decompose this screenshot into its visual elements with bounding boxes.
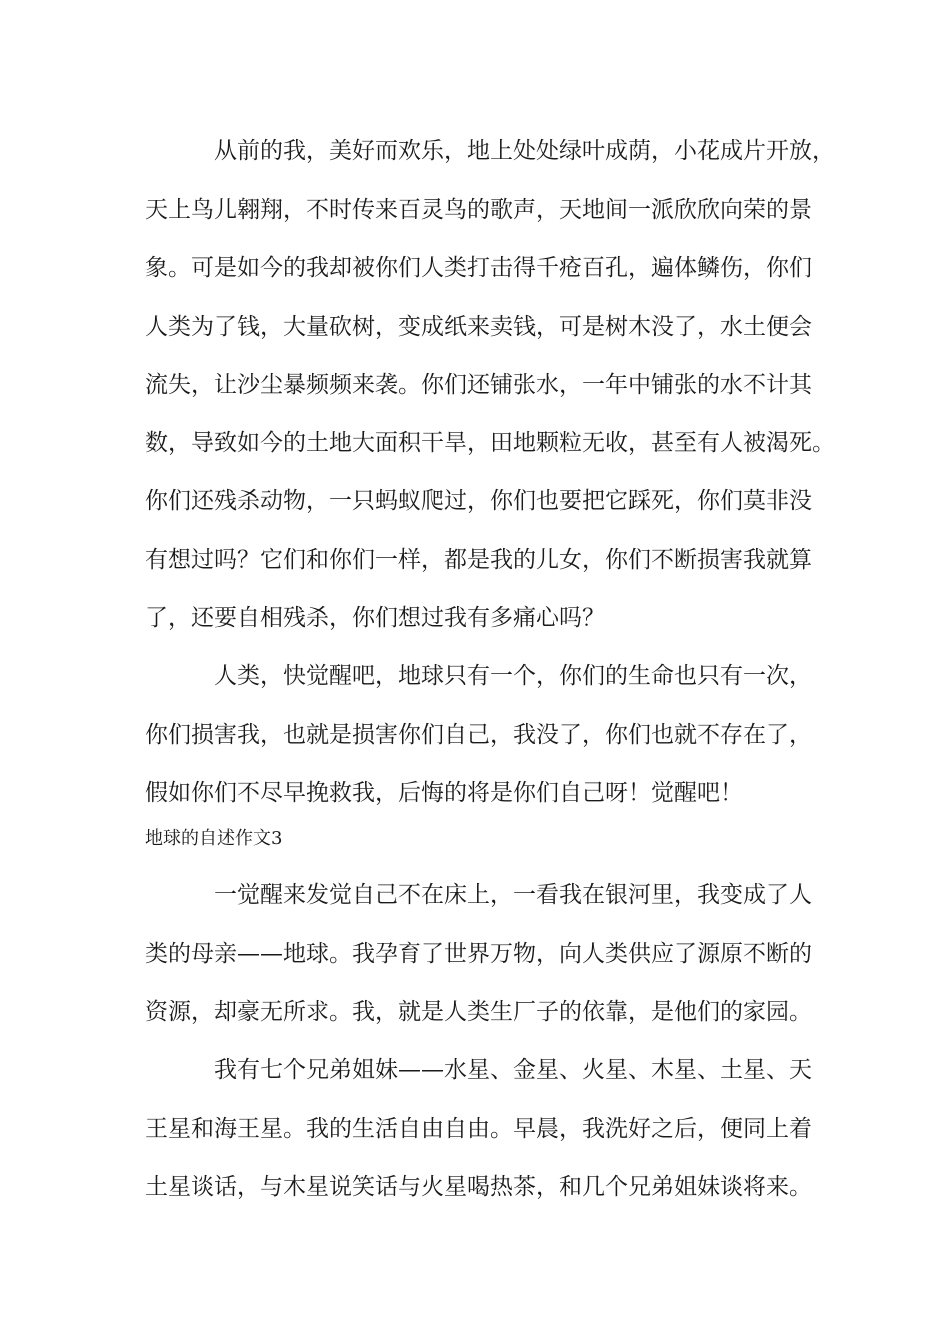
paragraph-1-line-6: 数，导致如今的土地大面积干旱，田地颗粒无收，甚至有人被渴死。 xyxy=(145,430,835,456)
paragraph-4-line-3: 土星谈话，与木星说笑话与火星喝热茶，和几个兄弟姐妹谈将来。 xyxy=(145,1174,812,1200)
paragraph-4-line-2: 王星和海王星。我的生活自由自由。早晨，我洗好之后，便同上着 xyxy=(145,1116,812,1142)
section-heading: 地球的自述作文3 xyxy=(145,828,283,849)
paragraph-1-line-1: 从前的我，美好而欢乐，地上处处绿叶成荫，小花成片开放， xyxy=(214,138,835,164)
paragraph-1-line-7: 你们还残杀动物，一只蚂蚁爬过，你们也要把它踩死，你们莫非没 xyxy=(145,488,812,514)
paragraph-3-line-1: 一觉醒来发觉自己不在床上，一看我在银河里，我变成了人 xyxy=(214,882,812,908)
paragraph-3-line-3: 资源，却豪无所求。我，就是人类生厂子的依靠，是他们的家园。 xyxy=(145,999,812,1025)
paragraph-2-line-3: 假如你们不尽早挽救我，后悔的将是你们自己呀！觉醒吧！ xyxy=(145,780,743,806)
paragraph-1-line-9: 了，还要自相残杀，你们想过我有多痛心吗？ xyxy=(145,605,605,631)
paragraph-1-line-3: 象。可是如今的我却被你们人类打击得千疮百孔，遍体鳞伤，你们 xyxy=(145,255,812,281)
paragraph-2-line-2: 你们损害我，也就是损害你们自己，我没了，你们也就不存在了， xyxy=(145,722,812,748)
paragraph-1-line-8: 有想过吗？它们和你们一样，都是我的儿女，你们不断损害我就算 xyxy=(145,547,812,573)
paragraph-3-line-2: 类的母亲——地球。我孕育了世界万物，向人类供应了源原不断的 xyxy=(145,941,812,967)
paragraph-1-line-2: 天上鸟儿翱翔，不时传来百灵鸟的歌声，天地间一派欣欣向荣的景 xyxy=(145,197,812,223)
paragraph-1-line-5: 流失，让沙尘暴频频来袭。你们还铺张水，一年中铺张的水不计其 xyxy=(145,372,812,398)
paragraph-4-line-1: 我有七个兄弟姐妹——水星、金星、火星、木星、土星、天 xyxy=(214,1057,812,1083)
paragraph-1-line-4: 人类为了钱，大量砍树，变成纸来卖钱，可是树木没了，水土便会 xyxy=(145,314,812,340)
paragraph-2-line-1: 人类，快觉醒吧，地球只有一个，你们的生命也只有一次， xyxy=(214,663,812,689)
